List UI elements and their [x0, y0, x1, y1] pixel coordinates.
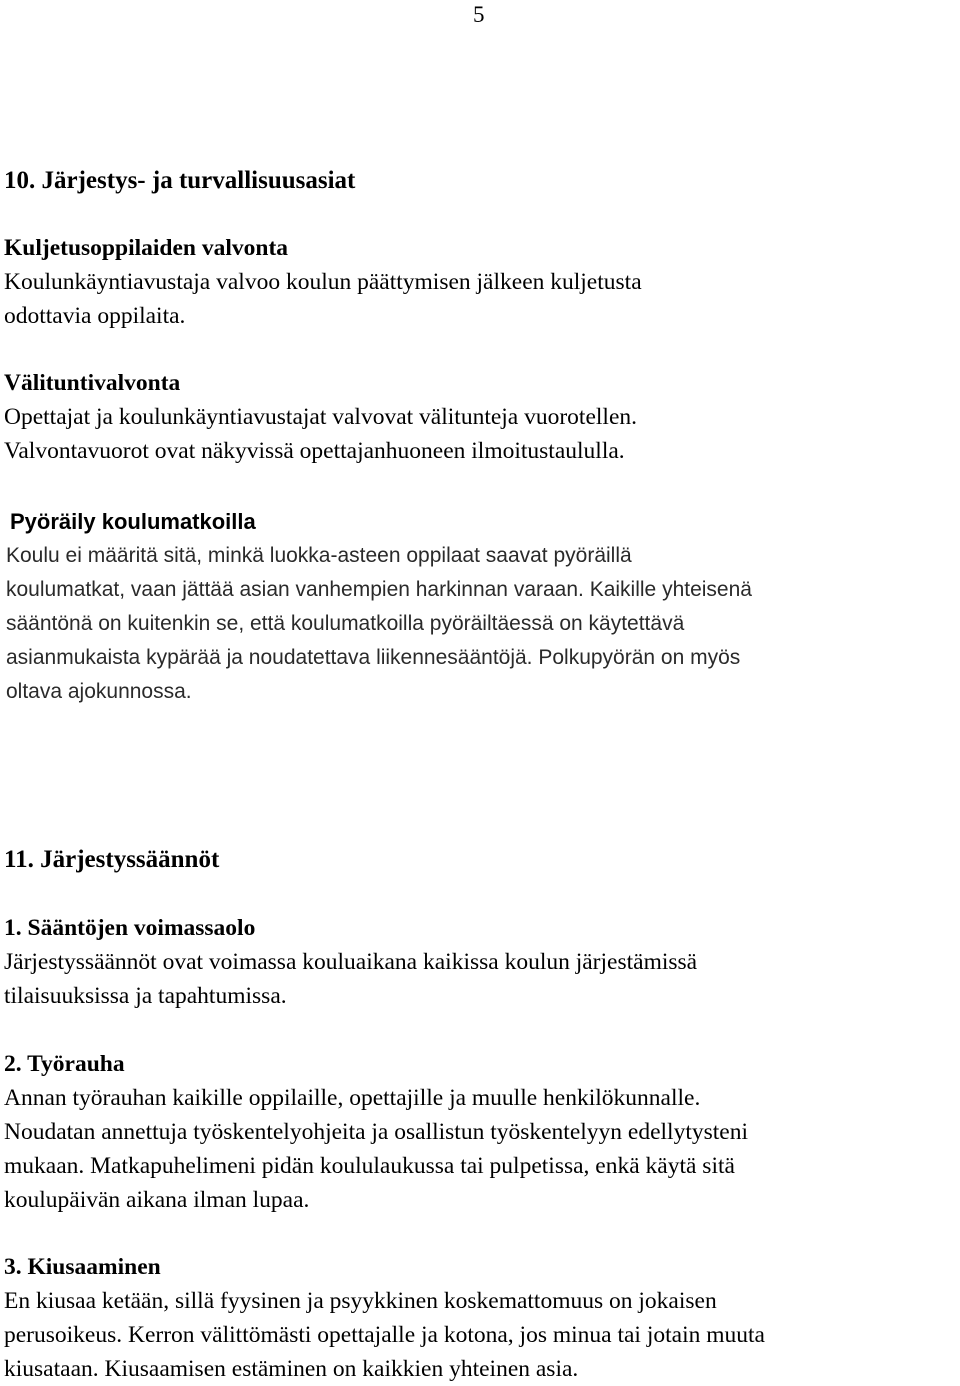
rule-1-number: 1.: [4, 915, 22, 941]
pyoraily-line-5: oltava ajokunnossa.: [6, 680, 192, 703]
rule-3-title: Kiusaaminen: [27, 1254, 161, 1280]
rule-2-heading: [4, 1047, 956, 1081]
rule-3-number: 3.: [4, 1254, 22, 1280]
pyoraily-section: [6, 505, 958, 709]
pyoraily-line-3: sääntönä on kuitenkin se, että koulumatkoilla pyöräiltäessä on käytettävä: [6, 612, 685, 635]
section-10-title: 10. Järjestys- ja turvallisuusasiat: [4, 167, 356, 194]
kuljetus-section: [4, 231, 956, 333]
rule-2-line-3: mukaan. Matkapuhelimeni pidän koululaukussa tai pulpetissa, enkä käytä sitä: [4, 1153, 735, 1179]
valitunti-line-1: Opettajat ja koulunkäyntiavustajat valvovat välitunteja vuorotellen.: [4, 404, 638, 430]
rule-1-line-1: Järjestyssäännöt ovat voimassa kouluaikana kaikissa koulun järjestämissä: [4, 949, 698, 975]
kuljetus-line-2: odottavia oppilaita.: [4, 303, 186, 329]
rule-1-heading: [4, 911, 956, 945]
pyoraily-heading: Pyöräily koulumatkoilla: [10, 509, 256, 534]
rule-1-line-2: tilaisuuksissa ja tapahtumissa.: [4, 983, 287, 1009]
rule-3-line-1: En kiusaa ketään, sillä fyysinen ja psyykkinen koskemattomuus on jokaisen: [4, 1288, 717, 1314]
section-11-title: 11. Järjestyssäännöt: [4, 846, 220, 873]
rule-2-title: Työrauha: [27, 1051, 125, 1077]
valitunti-heading: Välituntivalvonta: [4, 370, 181, 396]
rule-1-title: Sääntöjen voimassaolo: [27, 915, 256, 941]
rule-2-line-2: Noudatan annettuja työskentelyohjeita ja osallistun työskentelyyn edellytysteni: [4, 1119, 749, 1145]
rule-2-number: 2.: [4, 1051, 22, 1077]
valitunti-section: [4, 366, 956, 468]
rule-3-line-3: kiusataan. Kiusaamisen estäminen on kaikkien yhteinen asia.: [4, 1356, 579, 1382]
rule-3-heading: [4, 1250, 956, 1284]
rule-2-line-4: koulupäivän aikana ilman lupaa.: [4, 1187, 310, 1213]
rule-2: [4, 1047, 956, 1217]
valitunti-line-2: Valvontavuorot ovat näkyvissä opettajanhuoneen ilmoitustaululla.: [4, 438, 625, 464]
rule-3-line-2: perusoikeus. Kerron välittömästi opettajalle ja kotona, jos minua tai jotain muuta: [4, 1322, 765, 1348]
rule-3: [4, 1250, 956, 1386]
page-number: 5: [473, 2, 485, 27]
kuljetus-heading: Kuljetusoppilaiden valvonta: [4, 235, 289, 261]
pyoraily-line-4: asianmukaista kypärää ja noudatettava liikennesääntöjä. Polkupyörän on myös: [6, 646, 741, 669]
kuljetus-line-1: Koulunkäyntiavustaja valvoo koulun päättymisen jälkeen kuljetusta: [4, 269, 642, 295]
rule-1: [4, 911, 956, 1013]
pyoraily-line-1: Koulu ei määritä sitä, minkä luokka-asteen oppilaat saavat pyöräillä: [6, 544, 632, 567]
pyoraily-line-2: koulumatkat, vaan jättää asian vanhempien harkinnan varaan. Kaikille yhteisenä: [6, 578, 752, 601]
rule-2-line-1: Annan työrauhan kaikille oppilaille, opettajille ja muulle henkilökunnalle.: [4, 1085, 701, 1111]
